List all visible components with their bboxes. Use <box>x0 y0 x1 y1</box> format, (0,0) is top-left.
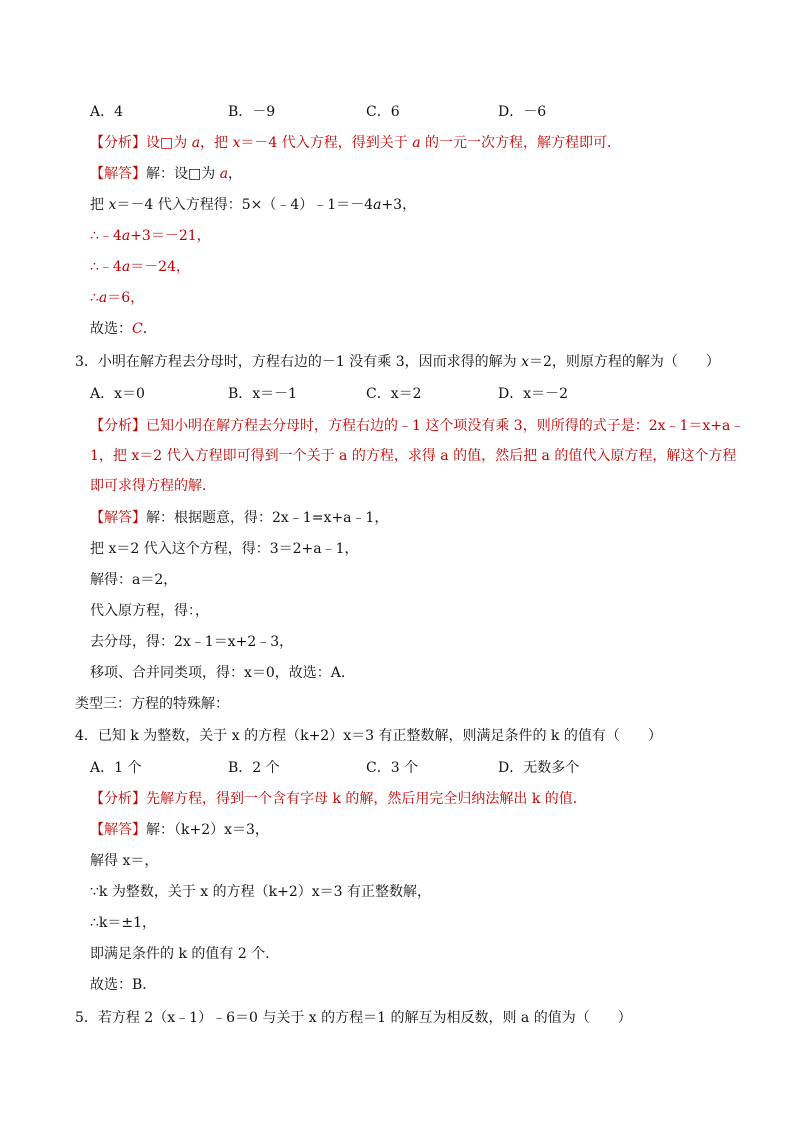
option-d: D．－6 <box>498 104 547 120</box>
q3-answer-line-3: 解得：a＝2， <box>90 572 178 588</box>
analysis-tag: 【分析】 <box>90 135 146 151</box>
q3-answer-line-2: 把 x＝2 代入这个方程，得：3＝2+a﹣1， <box>90 541 359 557</box>
q3-option-a: A．x＝0 <box>90 386 145 402</box>
q4-answer-line-6: 故选：B． <box>90 977 157 993</box>
prev-answer-line-2: 把 x＝－4 代入方程得：5×（﹣4）﹣1＝－4a+3， <box>90 197 417 213</box>
q3-answer-line-6: 移项、合并同类项，得：x＝0，故选：A． <box>90 665 355 681</box>
q3-option-d: D．x＝－2 <box>498 386 569 402</box>
question-5-stem: 5．若方程 2（x﹣1）﹣6＝0 与关于 x 的方程＝1 的解互为相反数，则 a 的值为（ ） <box>75 1010 632 1026</box>
answer-tag: 【解答】 <box>90 822 146 838</box>
q3-analysis-line-1: 【分析】已知小明在解方程去分母时，方程右边的﹣1 这个项没有乘 3，则所得的式子是：2x﹣1＝x+a﹣ <box>90 418 745 434</box>
section-heading-type-3: 类型三：方程的特殊解： <box>75 696 229 712</box>
q4-option-c: C．3 个 <box>366 760 419 776</box>
option-b: B．－9 <box>228 104 276 120</box>
q4-answer-line-1: 【解答】解：（k+2）x＝3， <box>90 822 269 838</box>
q4-answer-line-2: 解得 x＝， <box>90 853 159 869</box>
q3-answer-line-5: 去分母，得：2x﹣1＝x+2﹣3， <box>90 634 294 650</box>
q4-answer-line-4: ∴k＝±1， <box>90 915 157 931</box>
analysis-tag: 【分析】 <box>90 791 146 807</box>
q3-analysis-line-2: 1，把 x＝2 代入方程即可得到一个关于 a 的方程，求得 a 的值，然后把 a 的值代入原方程，解这个方程 <box>90 448 737 464</box>
prev-answer-line-4: ∴﹣4a＝－24， <box>90 259 191 275</box>
prev-analysis: 【分析】设□为 a，把 x＝－4 代入方程，得到关于 a 的一元一次方程，解方程即可． <box>90 135 622 151</box>
prev-answer-line-3: ∴﹣4a+3＝－21， <box>90 228 211 244</box>
q3-option-c: C．x＝2 <box>366 386 422 402</box>
analysis-tag: 【分析】 <box>90 418 146 434</box>
prev-answer-line-6: 故选：C． <box>90 321 157 337</box>
question-3-stem: 3．小明在解方程去分母时，方程右边的－1 没有乘 3，因而求得的解为 x＝2，则原方程的解为（ ） <box>75 354 720 370</box>
q4-answer-line-3: ∵k 为整数，关于 x 的方程（k+2）x＝3 有正整数解， <box>90 884 432 900</box>
q3-answer-line-1: 【解答】解：根据题意，得：2x﹣1=x+a﹣1， <box>90 510 389 526</box>
q4-option-d: D．无数多个 <box>498 760 580 776</box>
prev-answer-line-5: ∴a＝6， <box>90 290 145 306</box>
question-4-stem: 4．已知 k 为整数，关于 x 的方程（k+2）x＝3 有正整数解，则满足条件的 k 的值有（ ） <box>75 728 662 744</box>
q3-answer-line-4: 代入原方程，得：， <box>90 603 209 619</box>
prev-answer-line-1: 【解答】解：设□为 a， <box>90 166 243 182</box>
q4-analysis: 【分析】先解方程，得到一个含有字母 k 的解，然后用完全归纳法解出 k 的值． <box>90 791 587 807</box>
answer-tag: 【解答】 <box>90 166 146 182</box>
q4-option-b: B．2 个 <box>228 760 280 776</box>
q4-answer-line-5: 即满足条件的 k 的值有 2 个． <box>90 946 280 962</box>
option-a: A．4 <box>90 104 124 120</box>
option-c: C．6 <box>366 104 400 120</box>
q3-analysis-line-3: 即可求得方程的解． <box>90 478 216 494</box>
q3-option-b: B．x＝－1 <box>228 386 298 402</box>
q4-option-a: A．1 个 <box>90 760 142 776</box>
answer-tag: 【解答】 <box>90 510 146 526</box>
